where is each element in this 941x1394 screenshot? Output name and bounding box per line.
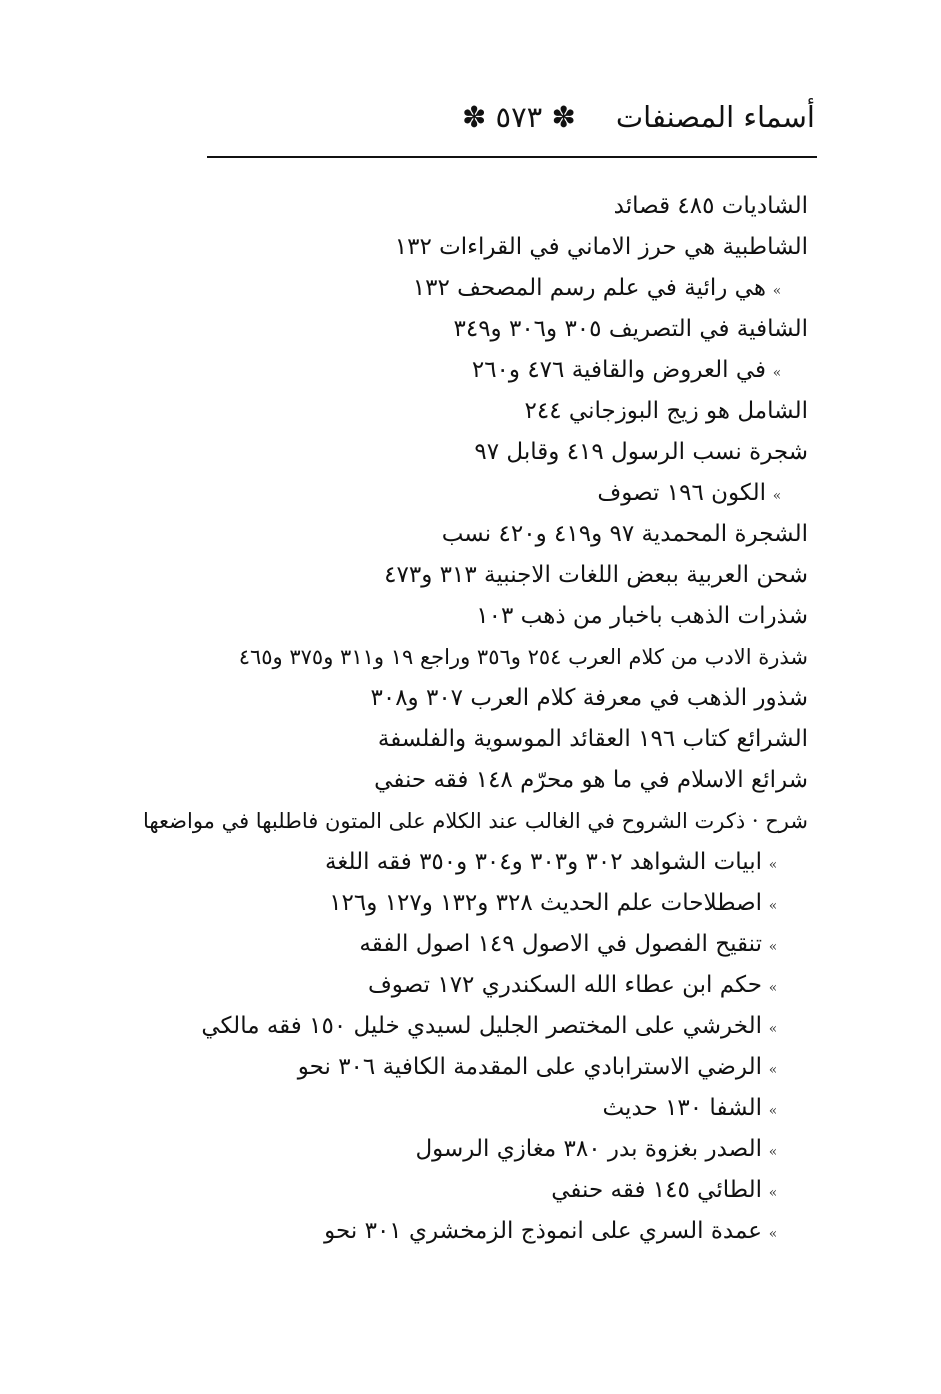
entry-text: الشاطبية هي حرز الاماني في القراءات ١٣٢ [394,234,808,260]
page-number: ✽ ٥٧٣ ✽ [462,100,576,134]
entry-text: شحن العربية ببعض اللغات الاجنبية ٣١٣ و٤٧٣ [384,562,808,588]
entry-text: الشاديات ٤٨٥ قصائد [613,193,808,219]
index-entry [200,391,808,432]
ditto-mark: » [768,857,778,873]
index-entry [200,432,808,473]
running-title: أسماء المصنفات [615,100,815,134]
entry-text: في العروض والقافية ٤٧٦ و٢٦٠ [471,357,766,383]
index-entry [200,596,808,637]
index-subentry [200,268,808,309]
entry-text: الكون ١٩٦ تصوف [597,480,766,506]
index-subentry [200,1047,808,1088]
index-subentry [200,1006,808,1047]
entry-text: الشجرة المحمدية ٩٧ و٤١٩ و٤٢٠ نسب [441,521,808,547]
ditto-mark: » [768,1144,778,1160]
header-rule [207,156,817,158]
entry-text: الرضي الاسترابادي على المقدمة الكافية ٣٠٦ نحو [297,1054,762,1080]
entry-text: الخرشي على المختصر الجليل لسيدي خليل ١٥٠ فقه مالكي [201,1013,762,1039]
index-subentry [200,883,808,924]
index-entry [200,719,808,760]
ditto-mark: » [768,1185,778,1201]
entry-text: ابيات الشواهد ٣٠٢ و٣٠٣ و٣٠٤ و٣٥٠ فقه اللغة [325,849,762,875]
index-subentry [200,965,808,1006]
entry-text: شرائع الاسلام في ما هو محرّم ١٤٨ فقه حنفي [374,767,808,793]
entry-text: الصدر بغزوة بدر ٣٨٠ مغازي الرسول [415,1136,762,1162]
index-entry [200,760,808,801]
entry-text: شذرات الذهب باخبار من ذهب ١٠٣ [476,603,808,629]
index-entry [200,555,808,596]
index-list [142,186,808,1252]
ditto-mark: » [768,1062,778,1078]
entry-text: اصطلاحات علم الحديث ٣٢٨ و١٣٢ و١٢٧ و١٢٦ [329,890,762,916]
entry-text: شجرة نسب الرسول ٤١٩ وقابل ٩٧ [474,439,808,465]
index-entry [142,801,808,842]
index-entry [200,309,808,350]
entry-text: الشافية في التصريف ٣٠٥ و٣٠٦ و٣٤٩ [453,316,808,342]
entry-text: شرح · ذكرت الشروح في الغالب عند الكلام على المتون فاطلبها في مواضعها [142,809,808,833]
index-entry [200,514,808,555]
entry-text: شذور الذهب في معرفة كلام العرب ٣٠٧ و٣٠٨ [370,685,808,711]
entry-text: شذرة الادب من كلام العرب ٢٥٤ و٣٥٦ وراجع ١٩ و٣١١ و٣٧٥ و٤٦٥ [238,645,808,669]
index-subentry [200,473,808,514]
index-subentry [200,1211,808,1252]
index-subentry [200,924,808,965]
index-entry [200,186,808,227]
entry-text: هي رائية في علم رسم المصحف ١٣٢ [412,275,766,301]
index-subentry [200,1129,808,1170]
entry-text: الطائي ١٤٥ فقه حنفي [551,1177,762,1203]
index-subentry [200,1170,808,1211]
index-subentry [200,1088,808,1129]
entry-text: تنقيح الفصول في الاصول ١٤٩ اصول الفقه [359,931,762,957]
ditto-mark: » [772,365,782,381]
ditto-mark: » [772,283,782,299]
entry-text: حكم ابن عطاء الله السكندري ١٧٢ تصوف [367,972,762,998]
index-entry [200,227,808,268]
ditto-mark: » [768,980,778,996]
entry-text: عمدة السري على انموذج الزمخشري ٣٠١ نحو [324,1218,762,1244]
ditto-mark: » [768,1226,778,1242]
ditto-mark: » [768,939,778,955]
entry-text: الشفا ١٣٠ حديث [602,1095,762,1121]
page-header [230,92,815,142]
index-subentry [200,842,808,883]
entry-text: الشامل هو زيج البوزجاني ٢٤٤ [524,398,808,424]
ditto-mark: » [772,488,782,504]
entry-text: الشرائع كتاب ١٩٦ العقائد الموسوية والفلسفة [377,726,808,752]
ditto-mark: » [768,898,778,914]
ditto-mark: » [768,1021,778,1037]
index-entry [200,637,808,678]
ditto-mark: » [768,1103,778,1119]
index-subentry [200,350,808,391]
index-entry [200,678,808,719]
